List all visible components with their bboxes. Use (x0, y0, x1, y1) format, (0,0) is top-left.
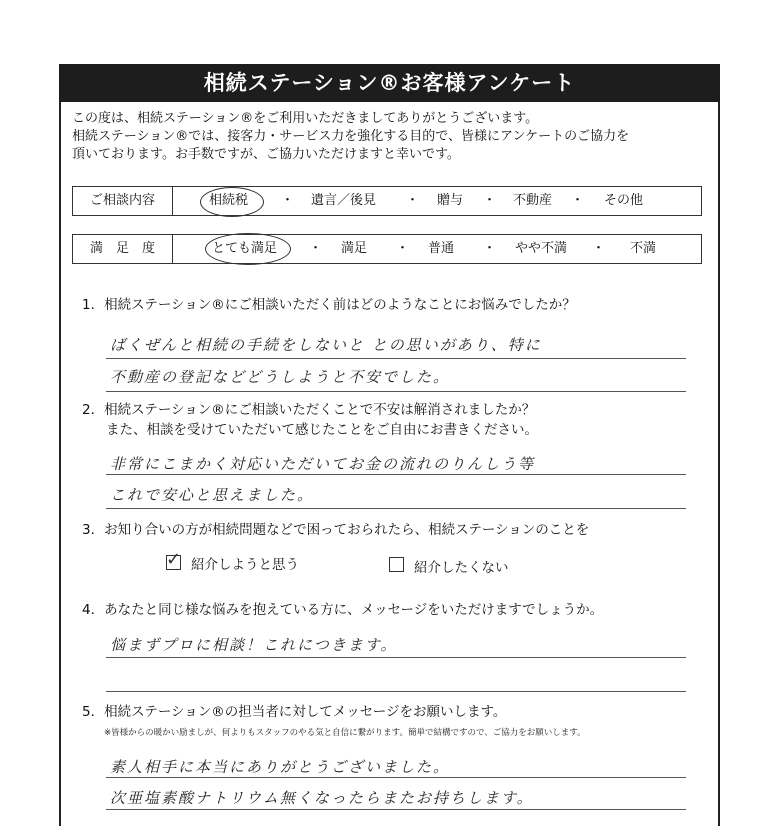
separator-dot: ・ (483, 193, 497, 208)
question-2-line-2: また、相談を受けていただいて感じたことをご自由にお書きください。 (106, 422, 538, 438)
satisfaction-option-somewhat-dissatisfied[interactable]: やや不満 (515, 241, 568, 256)
q5-answer-line-2: 次亜塩素酸ナトリウム無くなったらまたお持ちします。 (110, 789, 534, 807)
answer-line (106, 508, 686, 509)
consult-label: ご相談内容 (73, 187, 173, 215)
satisfaction-option-dissatisfied[interactable]: 不満 (630, 241, 657, 256)
answer-line (106, 657, 686, 658)
question-4: 4．あなたと同じ様な悩みを抱えている方に、メッセージをいただけますでしょうか。 (82, 602, 604, 618)
refer-no-label: 紹介したくない (414, 560, 509, 576)
q4-answer-line-1: 悩まずプロに相談！これにつきます。 (110, 636, 398, 654)
q1-answer-line-1: ばくぜんと相続の手続をしないと との思いがあり、特に (110, 336, 542, 354)
separator-dot: ・ (483, 241, 497, 256)
satisfaction-label: 満 足 度 (73, 235, 173, 263)
question-3: 3．お知り合いの方が相続問題などで困っておられたら、相続ステーションのことを (82, 522, 590, 538)
separator-dot: ・ (406, 193, 420, 208)
satisfaction-option-very-satisfied[interactable]: とても満足 (212, 241, 278, 256)
intro-line-2: 相続ステーション®では、接客力・サービス力を強化する目的で、皆様にアンケートのご協力を (72, 129, 630, 144)
consult-option-real-estate[interactable]: 不動産 (513, 193, 553, 208)
consult-option-gift[interactable]: 贈与 (437, 193, 464, 208)
separator-dot: ・ (309, 241, 323, 256)
satisfaction-option-satisfied[interactable]: 満足 (341, 241, 368, 256)
satisfaction-selected-circle (205, 233, 291, 265)
answer-line (106, 358, 686, 359)
separator-dot: ・ (396, 241, 410, 256)
consult-selected-circle (200, 187, 264, 217)
survey-title: 相続ステーション®お客様アンケート (59, 64, 720, 102)
check-mark-icon: ✓ (166, 549, 182, 570)
q1-answer-line-2: 不動産の登記などどうしようと不安でした。 (110, 368, 451, 386)
separator-dot: ・ (281, 193, 295, 208)
consult-option-will[interactable]: 遺言／後見 (311, 193, 377, 208)
question-2-line-1: 2．相続ステーション®にご相談いただくことで不安は解消されましたか？ (82, 402, 536, 418)
separator-dot: ・ (571, 193, 585, 208)
satisfaction-row (72, 234, 702, 264)
answer-line (106, 809, 686, 810)
consult-row (72, 186, 702, 216)
answer-line (106, 474, 686, 475)
intro-line-1: この度は、相続ステーション®をご利用いただきましてありがとうございます。 (72, 111, 539, 126)
question-1: 1．相続ステーション®にご相談いただく前はどのようなことにお悩みでしたか？ (82, 297, 576, 313)
answer-line (106, 777, 686, 778)
satisfaction-option-neutral[interactable]: 普通 (428, 241, 455, 256)
refer-yes-label: 紹介しようと思う (191, 557, 299, 573)
question-5: 5．相続ステーション®の担当者に対してメッセージをお願いします。 (82, 704, 507, 720)
q5-answer-line-1: 素人相手に本当にありがとうございました。 (110, 758, 451, 776)
answer-line (106, 391, 686, 392)
consult-option-other[interactable]: その他 (604, 193, 644, 208)
q5-note: ※皆様からの暖かい励ましが、何よりもスタッフのやる気と自信に繋がります。簡単で結構ですので、ご協力をお願いします。 (104, 728, 586, 738)
q2-answer-line-2: これで安心と思えました。 (110, 486, 315, 504)
answer-line (106, 691, 686, 692)
refer-no-checkbox[interactable] (389, 557, 404, 572)
separator-dot: ・ (592, 241, 606, 256)
consult-option-inheritance-tax[interactable]: 相続税 (209, 193, 249, 208)
intro-text (72, 110, 712, 164)
intro-line-3: 頂いております。お手数ですが、ご協力いただけますと幸いです。 (72, 147, 460, 162)
q2-answer-line-1: 非常にこまかく対応いただいてお金の流れのりんしう等 (110, 455, 536, 473)
